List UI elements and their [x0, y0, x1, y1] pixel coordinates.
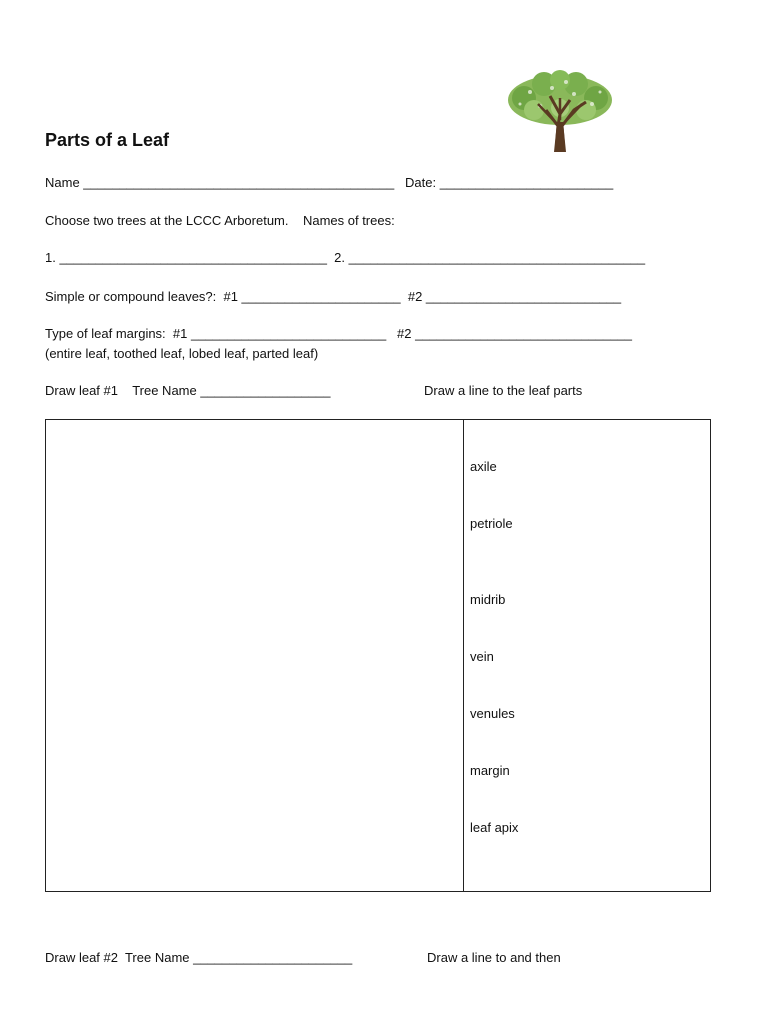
- tree-icon: [504, 70, 616, 152]
- name-date-field[interactable]: Name ___________________________________________ Date: ________________________: [45, 175, 614, 190]
- drawing-box[interactable]: [45, 419, 711, 892]
- draw-line-instruction: Draw a line to the leaf parts: [424, 383, 583, 398]
- box-divider: [463, 419, 464, 892]
- leaf-margins-hint: (entire leaf, toothed leaf, lobed leaf, parted leaf): [45, 346, 319, 361]
- simple-compound-field[interactable]: Simple or compound leaves?: #1 ______________________ #2 ___________________________: [45, 289, 622, 304]
- draw-line-instruction-2: Draw a line to and then: [427, 950, 561, 965]
- leaf-part-label: axile: [470, 459, 497, 474]
- draw-leaf-1-label[interactable]: Draw leaf #1 Tree Name __________________: [45, 383, 331, 398]
- tree-names-field[interactable]: 1. _____________________________________ 2. _________________________________________: [45, 250, 646, 265]
- leaf-part-label: petriole: [470, 516, 513, 531]
- page-title: Parts of a Leaf: [45, 130, 170, 150]
- leaf-part-label: midrib: [470, 592, 506, 607]
- leaf-margins-field[interactable]: Type of leaf margins: #1 ___________________________ #2 ______________________________: [45, 326, 632, 341]
- leaf-part-label: venules: [470, 706, 515, 721]
- leaf-part-label: vein: [470, 649, 494, 664]
- choose-trees-instruction: Choose two trees at the LCCC Arboretum. Names of trees:: [45, 213, 395, 228]
- draw-leaf-2-label[interactable]: Draw leaf #2 Tree Name ______________________: [45, 950, 353, 965]
- leaf-part-label: margin: [470, 763, 510, 778]
- leaf-part-label: leaf apix: [470, 820, 519, 835]
